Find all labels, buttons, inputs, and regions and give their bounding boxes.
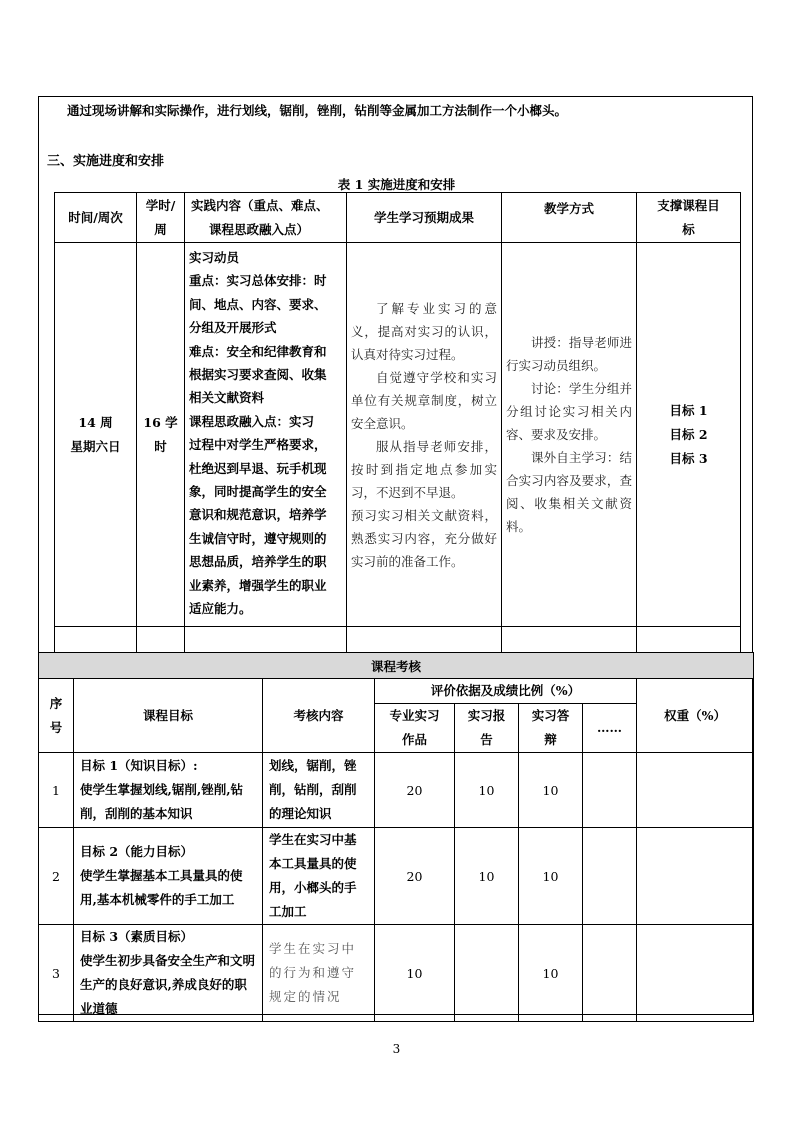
content-cell: 实习动员 重点：实习总体安排：时 间、地点、内容、要求、 分组及开展形式 难点：安全和纪律教育和 根据实习要求查阅、收集 相关文献资料 课程思政融入点：实习 过程中对学生严格要求， 杜绝迟到早退、玩手机现 象，同时提高学生的安全 意识和规范意识，培养学 生诚信守时，遵守规则的 思想品质，培养学生的职 业素养，增强学生的职业 适应能力。 xyxy=(185,243,347,627)
header-report: 实习报 告 xyxy=(455,704,519,753)
table-row xyxy=(39,828,754,925)
empty-cell xyxy=(347,627,502,653)
row-goal: 目标 1（知识目标）: 使学生掌握划线,锯削,锉削,钻削，刮削的基本知识 xyxy=(74,753,263,828)
header-outcome: 学生学习预期成果 xyxy=(347,193,502,243)
row-weight xyxy=(637,828,754,925)
assessment-band: 课程考核 xyxy=(39,653,754,679)
outcome-cell: 了解专业实习的意义，提高对实习的认识，认真对待实习过程。 自觉遵守学校和实习单位有关规章制度，树立安全意识。 服从指导老师安排，按时到指定地点参加实习，不迟到不早退。 预习实习相关文献资料，熟悉实习内容，充分做好实习前的准备工作。 xyxy=(347,243,502,627)
header-hours: 学时/ 周 xyxy=(137,193,185,243)
header-method: 教学方式 xyxy=(502,193,637,243)
row-value: 10 xyxy=(519,925,583,1022)
header-content: 考核内容 xyxy=(263,679,375,753)
section-title: 三、实施进度和安排 xyxy=(47,154,165,169)
header-basis: 评价依据及成绩比例（%） xyxy=(375,679,637,704)
row-value: 10 xyxy=(519,828,583,925)
hours-cell: 16 学 时 xyxy=(137,243,185,627)
header-content: 实践内容（重点、难点、 课程思政融入点） xyxy=(185,193,347,243)
empty-cell xyxy=(55,627,137,653)
header-weight: 权重（%） xyxy=(637,679,754,753)
empty-cell xyxy=(502,627,637,653)
row-empty xyxy=(583,828,637,925)
row-weight xyxy=(637,753,754,828)
row-goal: 目标 3（素质目标） 使学生初步具备安全生产和文明生产的良好意识,养成良好的职业道德 xyxy=(74,925,263,1022)
empty-cell xyxy=(137,627,185,653)
row-content: 划线，锯削，锉削，钻削，刮削的理论知识 xyxy=(263,753,375,828)
method-cell: 讲授：指导老师进行实习动员组织。 讨论：学生分组并分组讨论实习相关内容、要求及安排。 课外自主学习：结合实习内容及要求，查阅、收集相关文献资料。 xyxy=(502,243,637,627)
assessment-table xyxy=(38,652,754,1022)
table-caption: 表 1 实施进度和安排 xyxy=(337,177,456,192)
week-cell: 14 周 星期六日 xyxy=(55,243,137,627)
row-value: 20 xyxy=(375,828,455,925)
page-number: 3 xyxy=(392,1042,401,1056)
schedule-table xyxy=(54,192,741,653)
row-value xyxy=(455,925,519,1022)
row-value: 10 xyxy=(519,753,583,828)
header-defense: 实习答 辩 xyxy=(519,704,583,753)
row-weight xyxy=(637,925,754,1022)
row-content: 学生在实习中的行为和遵守规定的情况 xyxy=(263,925,375,1022)
header-more: …… xyxy=(583,704,637,753)
row-content: 学生在实习中基本工具量具的使用，小榔头的手工加工 xyxy=(263,828,375,925)
table-row xyxy=(39,925,754,1022)
row-empty xyxy=(583,753,637,828)
row-empty xyxy=(583,925,637,1022)
row-seq: 2 xyxy=(39,828,74,925)
support-cell: 目标 1 目标 2 目标 3 xyxy=(637,243,741,627)
header-seq: 序 号 xyxy=(39,679,74,753)
row-seq: 1 xyxy=(39,753,74,828)
empty-cell xyxy=(637,627,741,653)
header-goal: 课程目标 xyxy=(74,679,263,753)
row-value: 20 xyxy=(375,753,455,828)
header-work: 专业实习 作品 xyxy=(375,704,455,753)
row-goal: 目标 2（能力目标） 使学生掌握基本工具量具的使用,基本机械零件的手工加工 xyxy=(74,828,263,925)
empty-cell xyxy=(185,627,347,653)
row-value: 10 xyxy=(455,753,519,828)
header-time: 时间/周次 xyxy=(55,193,137,243)
intro-text: 通过现场讲解和实际操作，进行划线，锯削，锉削，钻削等金属加工方法制作一个小榔头。 xyxy=(67,103,568,118)
row-value: 10 xyxy=(375,925,455,1022)
row-seq: 3 xyxy=(39,925,74,1022)
row-value: 10 xyxy=(455,828,519,925)
table-row xyxy=(39,753,754,828)
header-support: 支撑课程目 标 xyxy=(637,193,741,243)
